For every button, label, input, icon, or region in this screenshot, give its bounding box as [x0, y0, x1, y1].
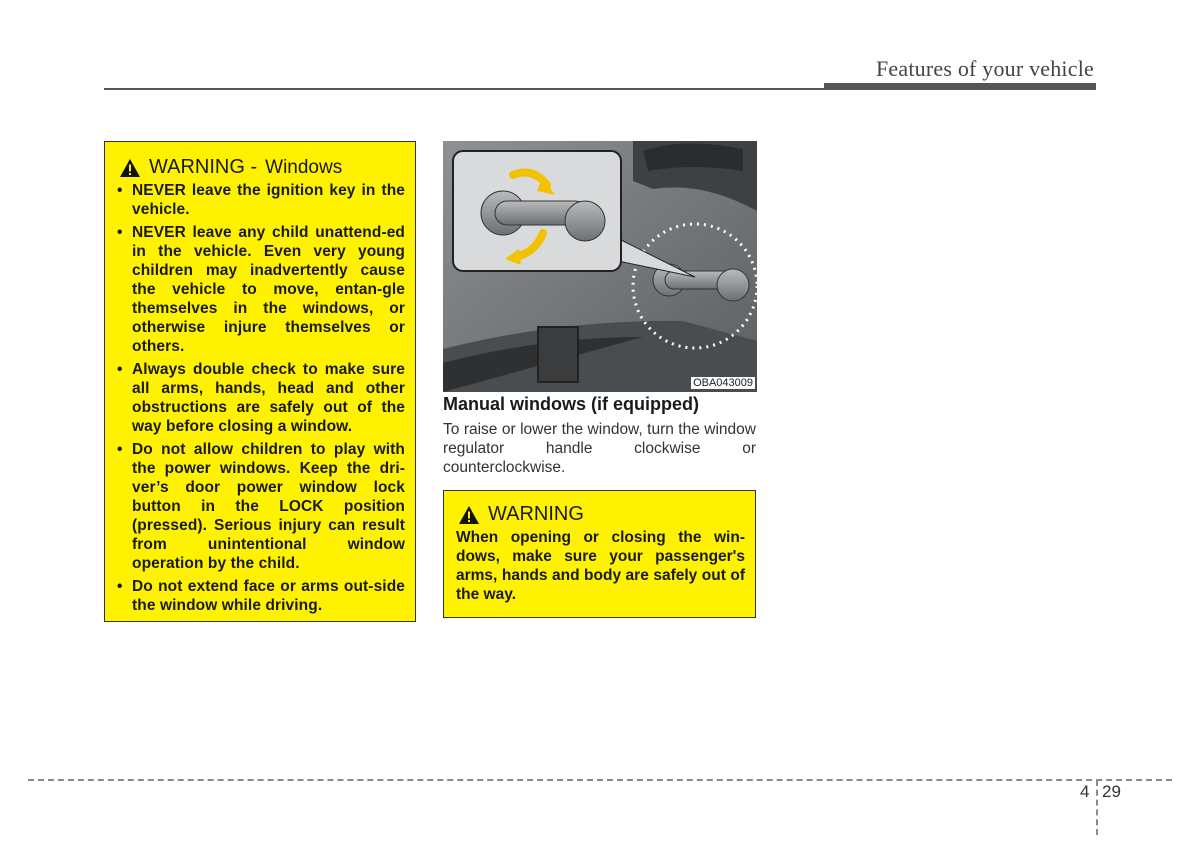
list-item: • Do not extend face or arms out-side the window while driving.	[117, 577, 405, 615]
page-chapter: 4	[1080, 782, 1090, 801]
warning-manual-box	[443, 490, 756, 618]
warning-manual-body: When opening or closing the win-dows, make sure your passenger's arms, hands and body are safely out of the way.	[456, 529, 745, 603]
page-header-title: Features of your vehicle	[875, 56, 1094, 81]
header-rule	[104, 88, 824, 90]
page-number: 29	[1102, 782, 1121, 801]
warning-windows-title: WARNING -	[149, 156, 258, 178]
warning-windows-box	[104, 141, 416, 622]
list-item: • Do not allow children to play with the power windows. Keep the dri-ver’s door power window lock button in the LOCK position (pressed). Serious injury can result from unintentional window operation by the child.	[117, 440, 405, 573]
warning-manual-header	[456, 503, 745, 526]
warning-triangle-icon	[458, 505, 480, 525]
header-rule-accent	[824, 83, 1096, 90]
list-item: • NEVER leave any child unattend-ed in the vehicle. Even very young children may inadvertently cause the vehicle to move, entan-gle themselves in the windows, or otherwise injure themselves or others.	[117, 223, 405, 356]
warning-windows-list	[117, 181, 405, 615]
list-item: • NEVER leave the ignition key in the vehicle.	[117, 181, 405, 219]
list-item: • Always double check to make sure all arms, hands, head and other obstructions are safely out of the way before closing a window.	[117, 360, 405, 436]
warning-windows-header	[117, 156, 405, 179]
section-heading: Manual windows (if equipped)	[443, 394, 699, 414]
figure-code: OBA043009	[693, 377, 753, 389]
warning-windows-subtitle: Windows	[265, 156, 343, 178]
window-crank-figure	[443, 141, 757, 392]
footer-rule	[28, 779, 1172, 781]
section-body: To raise or lower the window, turn the window regulator handle clockwise or counterclockwise.	[443, 421, 756, 476]
warning-triangle-icon	[119, 158, 141, 178]
window-crank-illustration-icon	[443, 141, 757, 392]
footer-divider	[1096, 780, 1098, 835]
warning-manual-title: WARNING	[488, 503, 584, 525]
